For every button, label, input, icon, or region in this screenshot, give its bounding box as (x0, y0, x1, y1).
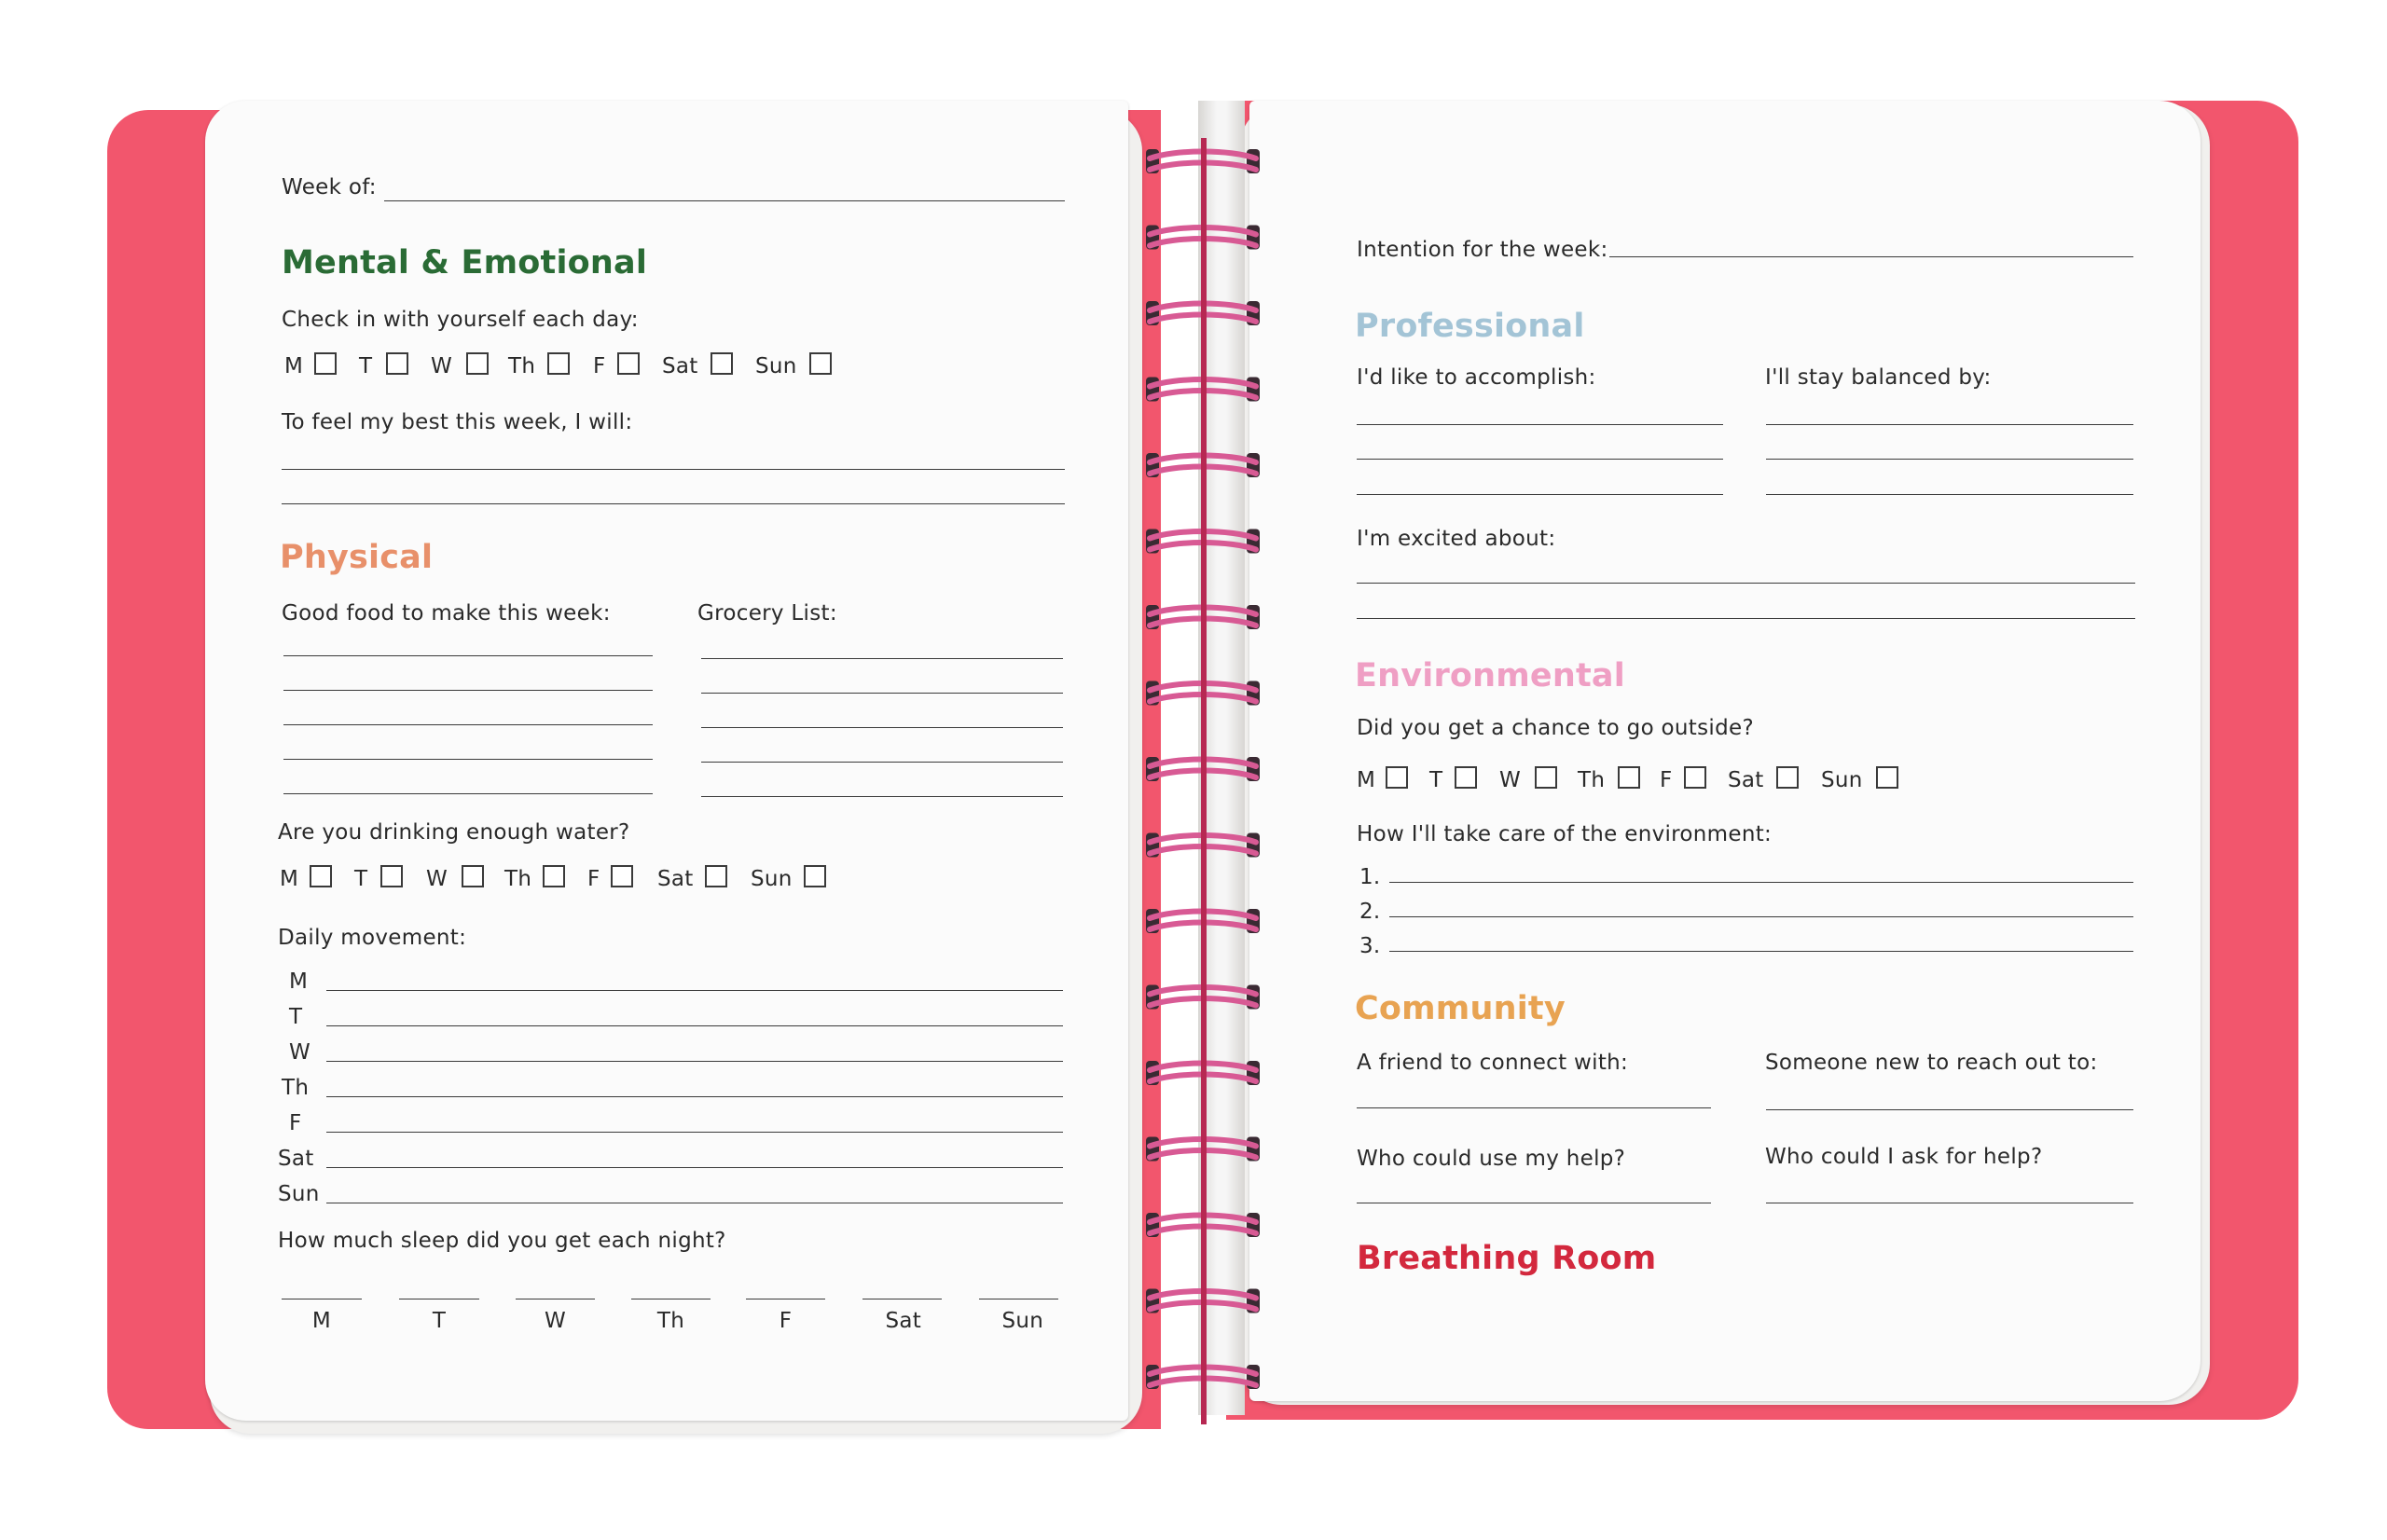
water-day-checkbox-4[interactable] (611, 865, 633, 887)
water-day-label-3: Th (504, 867, 532, 891)
water-day-label-6: Sun (751, 867, 793, 891)
care-number-0: 1. (1359, 865, 1381, 889)
water-day-label-1: T (354, 867, 368, 891)
outside-checkbox-0[interactable] (1386, 766, 1408, 789)
movement-day-1: T (289, 1005, 303, 1029)
accomplish-line-0[interactable] (1357, 424, 1723, 425)
outside-checkbox-6[interactable] (1876, 766, 1898, 789)
sleep-day-5: Sat (885, 1309, 922, 1333)
checkin-day-checkbox-1[interactable] (386, 352, 408, 375)
water-day-label-5: Sat (657, 867, 694, 891)
outside-day-label-6: Sun (1821, 768, 1863, 792)
outside-day-label-4: F (1660, 768, 1673, 792)
water-day-label-4: F (587, 867, 600, 891)
outside-day-label-5: Sat (1728, 768, 1764, 792)
ask-help-label: Who could I ask for help? (1765, 1145, 2043, 1169)
checkin-day-checkbox-0[interactable] (314, 352, 337, 375)
accomplish-label: I'd like to accomplish: (1357, 365, 1596, 390)
someone-new-line[interactable] (1766, 1109, 2133, 1110)
week-of-label: Week of: (282, 175, 377, 199)
care-line-1[interactable] (1389, 916, 2133, 917)
environmental-heading: Environmental (1355, 657, 1625, 694)
daily-movement-label: Daily movement: (278, 926, 467, 950)
week-of-line[interactable] (384, 200, 1065, 201)
outside-checkbox-3[interactable] (1618, 766, 1640, 789)
balanced-line-0[interactable] (1766, 424, 2133, 425)
water-day-checkbox-2[interactable] (462, 865, 484, 887)
care-line-0[interactable] (1389, 882, 2133, 883)
checkin-day-label-5: Sat (662, 354, 698, 378)
checkin-day-checkbox-5[interactable] (711, 352, 733, 375)
someone-new-label: Someone new to reach out to: (1765, 1051, 2098, 1075)
excited-label: I'm excited about: (1357, 527, 1556, 551)
water-day-label-2: W (426, 867, 448, 891)
right-page (1249, 101, 2201, 1401)
outside-checkbox-2[interactable] (1535, 766, 1557, 789)
checkin-day-label-3: Th (508, 354, 536, 378)
outside-label: Did you get a chance to go outside? (1357, 716, 1754, 740)
good-food-label: Good food to make this week: (282, 601, 611, 626)
movement-line-3[interactable] (326, 1096, 1063, 1097)
movement-day-4: F (289, 1111, 302, 1135)
professional-heading: Professional (1355, 308, 1585, 345)
checkin-day-label-2: W (431, 354, 453, 378)
friend-line[interactable] (1357, 1107, 1711, 1108)
movement-line-2[interactable] (326, 1061, 1063, 1062)
checkin-day-label-0: M (284, 354, 304, 378)
check-in-label: Check in with yourself each day: (282, 308, 639, 332)
checkin-day-checkbox-3[interactable] (547, 352, 570, 375)
balanced-line-2[interactable] (1766, 494, 2133, 495)
movement-line-1[interactable] (326, 1025, 1063, 1026)
feel-best-line-2[interactable] (282, 503, 1065, 504)
physical-heading: Physical (280, 539, 434, 576)
good-food-line-0[interactable] (283, 655, 653, 656)
outside-day-label-3: Th (1578, 768, 1606, 792)
sleep-day-6: Sun (1001, 1309, 1044, 1333)
sleep-day-3: Th (656, 1309, 685, 1333)
outside-checkbox-4[interactable] (1684, 766, 1706, 789)
spiral-binding (1124, 101, 1282, 1424)
sleep-day-0: M (311, 1309, 332, 1333)
outside-day-label-2: W (1499, 768, 1522, 792)
grocery-line-4[interactable] (701, 796, 1063, 797)
movement-line-5[interactable] (326, 1167, 1063, 1168)
accomplish-line-2[interactable] (1357, 494, 1723, 495)
grocery-line-1[interactable] (701, 693, 1063, 694)
feel-best-line-1[interactable] (282, 469, 1065, 470)
excited-line-1[interactable] (1357, 583, 2135, 584)
care-label: How I'll take care of the environment: (1357, 822, 1773, 846)
care-number-2: 3. (1359, 934, 1381, 958)
outside-day-label-0: M (1357, 768, 1376, 792)
balanced-label: I'll stay balanced by: (1765, 365, 1992, 390)
movement-day-6: Sun (278, 1182, 320, 1206)
good-food-line-2[interactable] (283, 724, 653, 725)
community-heading: Community (1355, 990, 1566, 1027)
mental-emotional-heading: Mental & Emotional (282, 244, 648, 282)
checkin-day-checkbox-6[interactable] (809, 352, 832, 375)
movement-day-5: Sat (278, 1147, 314, 1171)
movement-day-3: Th (282, 1076, 310, 1100)
water-day-label-0: M (280, 867, 299, 891)
checkin-day-checkbox-4[interactable] (617, 352, 640, 375)
checkin-day-checkbox-2[interactable] (466, 352, 489, 375)
sleep-day-1: T (432, 1309, 447, 1333)
outside-checkbox-1[interactable] (1455, 766, 1477, 789)
good-food-line-4[interactable] (283, 793, 653, 794)
sleep-day-4: F (779, 1309, 793, 1333)
left-page (205, 101, 1128, 1421)
water-day-checkbox-5[interactable] (705, 865, 727, 887)
care-line-2[interactable] (1389, 951, 2133, 952)
grocery-line-0[interactable] (701, 658, 1063, 659)
grocery-list-label: Grocery List: (697, 601, 837, 626)
intention-label: Intention for the week: (1357, 238, 1608, 262)
water-label: Are you drinking enough water? (278, 820, 630, 845)
good-food-line-3[interactable] (283, 759, 653, 760)
movement-day-0: M (289, 969, 309, 994)
outside-checkbox-5[interactable] (1776, 766, 1799, 789)
good-food-line-1[interactable] (283, 690, 653, 691)
intention-line[interactable] (1609, 256, 2133, 257)
checkin-day-label-4: F (593, 354, 606, 378)
outside-day-label-1: T (1429, 768, 1443, 792)
movement-line-4[interactable] (326, 1132, 1063, 1133)
feel-best-label: To feel my best this week, I will: (282, 410, 633, 434)
sleep-day-2: W (544, 1309, 567, 1333)
use-help-label: Who could use my help? (1357, 1147, 1626, 1171)
grocery-line-2[interactable] (701, 727, 1063, 728)
excited-line-2[interactable] (1357, 618, 2135, 619)
water-day-checkbox-6[interactable] (804, 865, 826, 887)
checkin-day-label-6: Sun (755, 354, 797, 378)
water-day-checkbox-0[interactable] (310, 865, 332, 887)
water-day-checkbox-1[interactable] (380, 865, 403, 887)
movement-line-0[interactable] (326, 990, 1063, 991)
sleep-label: How much sleep did you get each night? (278, 1229, 726, 1253)
friend-label: A friend to connect with: (1357, 1051, 1629, 1075)
checkin-day-label-1: T (359, 354, 373, 378)
movement-day-2: W (289, 1040, 311, 1065)
grocery-line-3[interactable] (701, 762, 1063, 763)
water-day-checkbox-3[interactable] (543, 865, 565, 887)
accomplish-line-1[interactable] (1357, 459, 1723, 460)
balanced-line-1[interactable] (1766, 459, 2133, 460)
breathing-room-heading: Breathing Room (1357, 1240, 1657, 1277)
care-number-1: 2. (1359, 900, 1381, 924)
